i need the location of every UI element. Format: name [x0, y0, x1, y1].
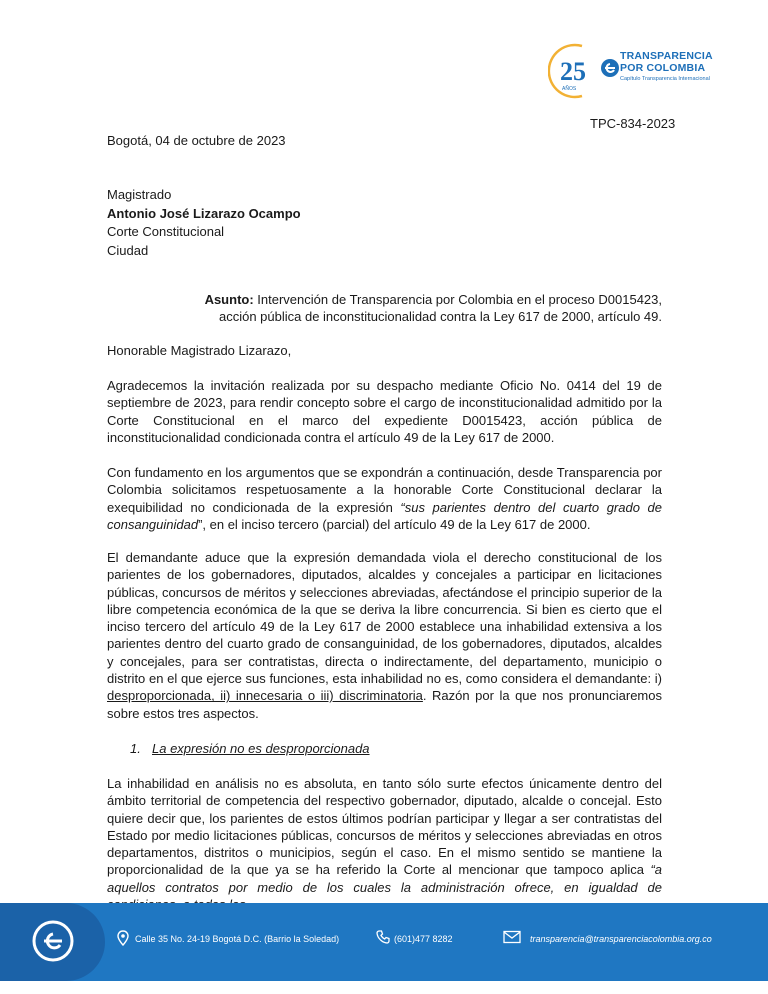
- paragraph-4-quote: “a aquellos contratos por medio de los cuales la administración ofrece, en igualdad de: [107, 862, 662, 895]
- paragraph-2: [107, 464, 662, 533]
- anniversary-25-icon: [548, 40, 628, 100]
- section-heading-1: [130, 741, 370, 756]
- paragraph-3-underlined: desproporcionada, ii) innecesaria o iii) discriminatoria: [107, 688, 423, 704]
- recipient-title: Magistrado: [107, 187, 172, 202]
- logo-anniversary-sub: AÑOS: [562, 86, 577, 92]
- recipient-city: Ciudad: [107, 242, 149, 258]
- subject-text: Intervención de Transparencia por Colombia en el proceso D0015423, acción pública de inconstitucionalidad contra la Ley 617 de 2000, artículo 49.: [218, 292, 662, 324]
- paragraph-2-text-a: Con fundamento en los argumentos que se expondrán a continuación, desde Transparencia por Colombia solicitamos respetuosamente a la honorable Corte Constitucional declarar la exequibilidad no condicionada de la expresión: [107, 465, 662, 515]
- paragraph-3: [107, 549, 662, 722]
- paragraph-2-text-b: ”, en el inciso tercero (parcial) del artículo 49 de la Ley 617 de 2000.: [198, 516, 591, 532]
- section-heading-text: La expresión no es desproporcionada: [152, 741, 370, 756]
- email-envelope-icon: [503, 930, 521, 949]
- recipient-name: Antonio José Lizarazo Ocampo: [107, 205, 301, 221]
- paragraph-3-text-a: El demandante aduce que la expresión demandada viola el derecho constitucional de los parientes de los gobernadores, diputados, alcaldes y concejales a participar en licitaciones públicas, concursos de méritos y selecciones abreviadas, afectándose el principio superior de la libre competencia económica de la que se deriva la libre concurrencia. Si bien es cierto que el inciso tercero del artículo 49 de la Ley 617 de 2000 establece una inhabilidad extensiva a los parientes dentro del cuarto grado de consanguinidad, de los gobernadores, diputados, alcaldes y concejales, para ser contratistas, directa o indirectamente, del departamento, municipio o distrito en el que ejerce sus funciones, esta inhabilidad no es, como considera el demandante: i): [107, 550, 662, 687]
- recipient-org: Corte Constitucional: [107, 224, 225, 239]
- logo-anniversary-number: 25: [560, 57, 586, 86]
- logo-brand-subtitle: Capítulo Transparencia Internacional: [620, 76, 710, 82]
- logo-brand-line2: POR COLOMBIA: [620, 62, 706, 74]
- section-heading-number: 1.: [130, 741, 141, 756]
- location-pin-icon: [117, 930, 129, 951]
- footer-logo-icon: [30, 918, 76, 969]
- footer-phone: (601)477 8282: [394, 934, 453, 944]
- paragraph-2-quote: “sus parientes dentro del cuarto grado de consanguinidad: [107, 499, 662, 532]
- subject-block: [175, 291, 662, 325]
- subject-label: Asunto:: [204, 292, 254, 307]
- logo-brand-line1: TRANSPARENCIA: [620, 50, 713, 62]
- paragraph-4: [107, 775, 662, 913]
- footer-email[interactable]: transparencia@transparenciacolombia.org.co: [530, 934, 712, 944]
- document-date: Bogotá, 04 de octubre de 2023: [107, 133, 286, 148]
- paragraph-1: Agradecemos la invitación realizada por su despacho mediante Oficio No. 0414 del 19 de septiembre de 2023, para rendir concepto sobre el cargo de inconstitucionalidad admitido por la Corte Constitucional en el marco del expediente D0015423, acción pública de inconstitucionalidad condicionada contra el artículo 49 de la Ley 617 de 2000.: [107, 378, 662, 445]
- paragraph-4-text: La inhabilidad en análisis no es absoluta, en tanto sólo surte efectos únicamente dentro del ámbito territorial de competencia del respectivo gobernador, diputado, alcalde o concejal. Esto quiere decir que, los parientes de estos últimos podrían participar y llegar a ser contratistas del Estado por medio licitaciones públicas, concursos de méritos y selecciones abreviadas en otros departamentos, distritos o municipios, según el caso. En el mismo sentido se mantiene la proporcionalidad de la que ya se ha referido la Corte al mencionar que tampoco aplica: [107, 776, 662, 878]
- paragraph-3-text-b: . Razón por la que nos pronunciaremos sobre estos tres aspectos.: [107, 688, 662, 721]
- footer-address: Calle 35 No. 24-19 Bogotá D.C. (Barrio la Soledad): [135, 934, 340, 944]
- transparencia-logo: [548, 40, 728, 100]
- salutation: Honorable Magistrado Lizarazo,: [107, 343, 292, 358]
- phone-icon: [376, 930, 390, 949]
- document-reference: TPC-834-2023: [590, 116, 676, 131]
- recipient-block: [107, 186, 301, 260]
